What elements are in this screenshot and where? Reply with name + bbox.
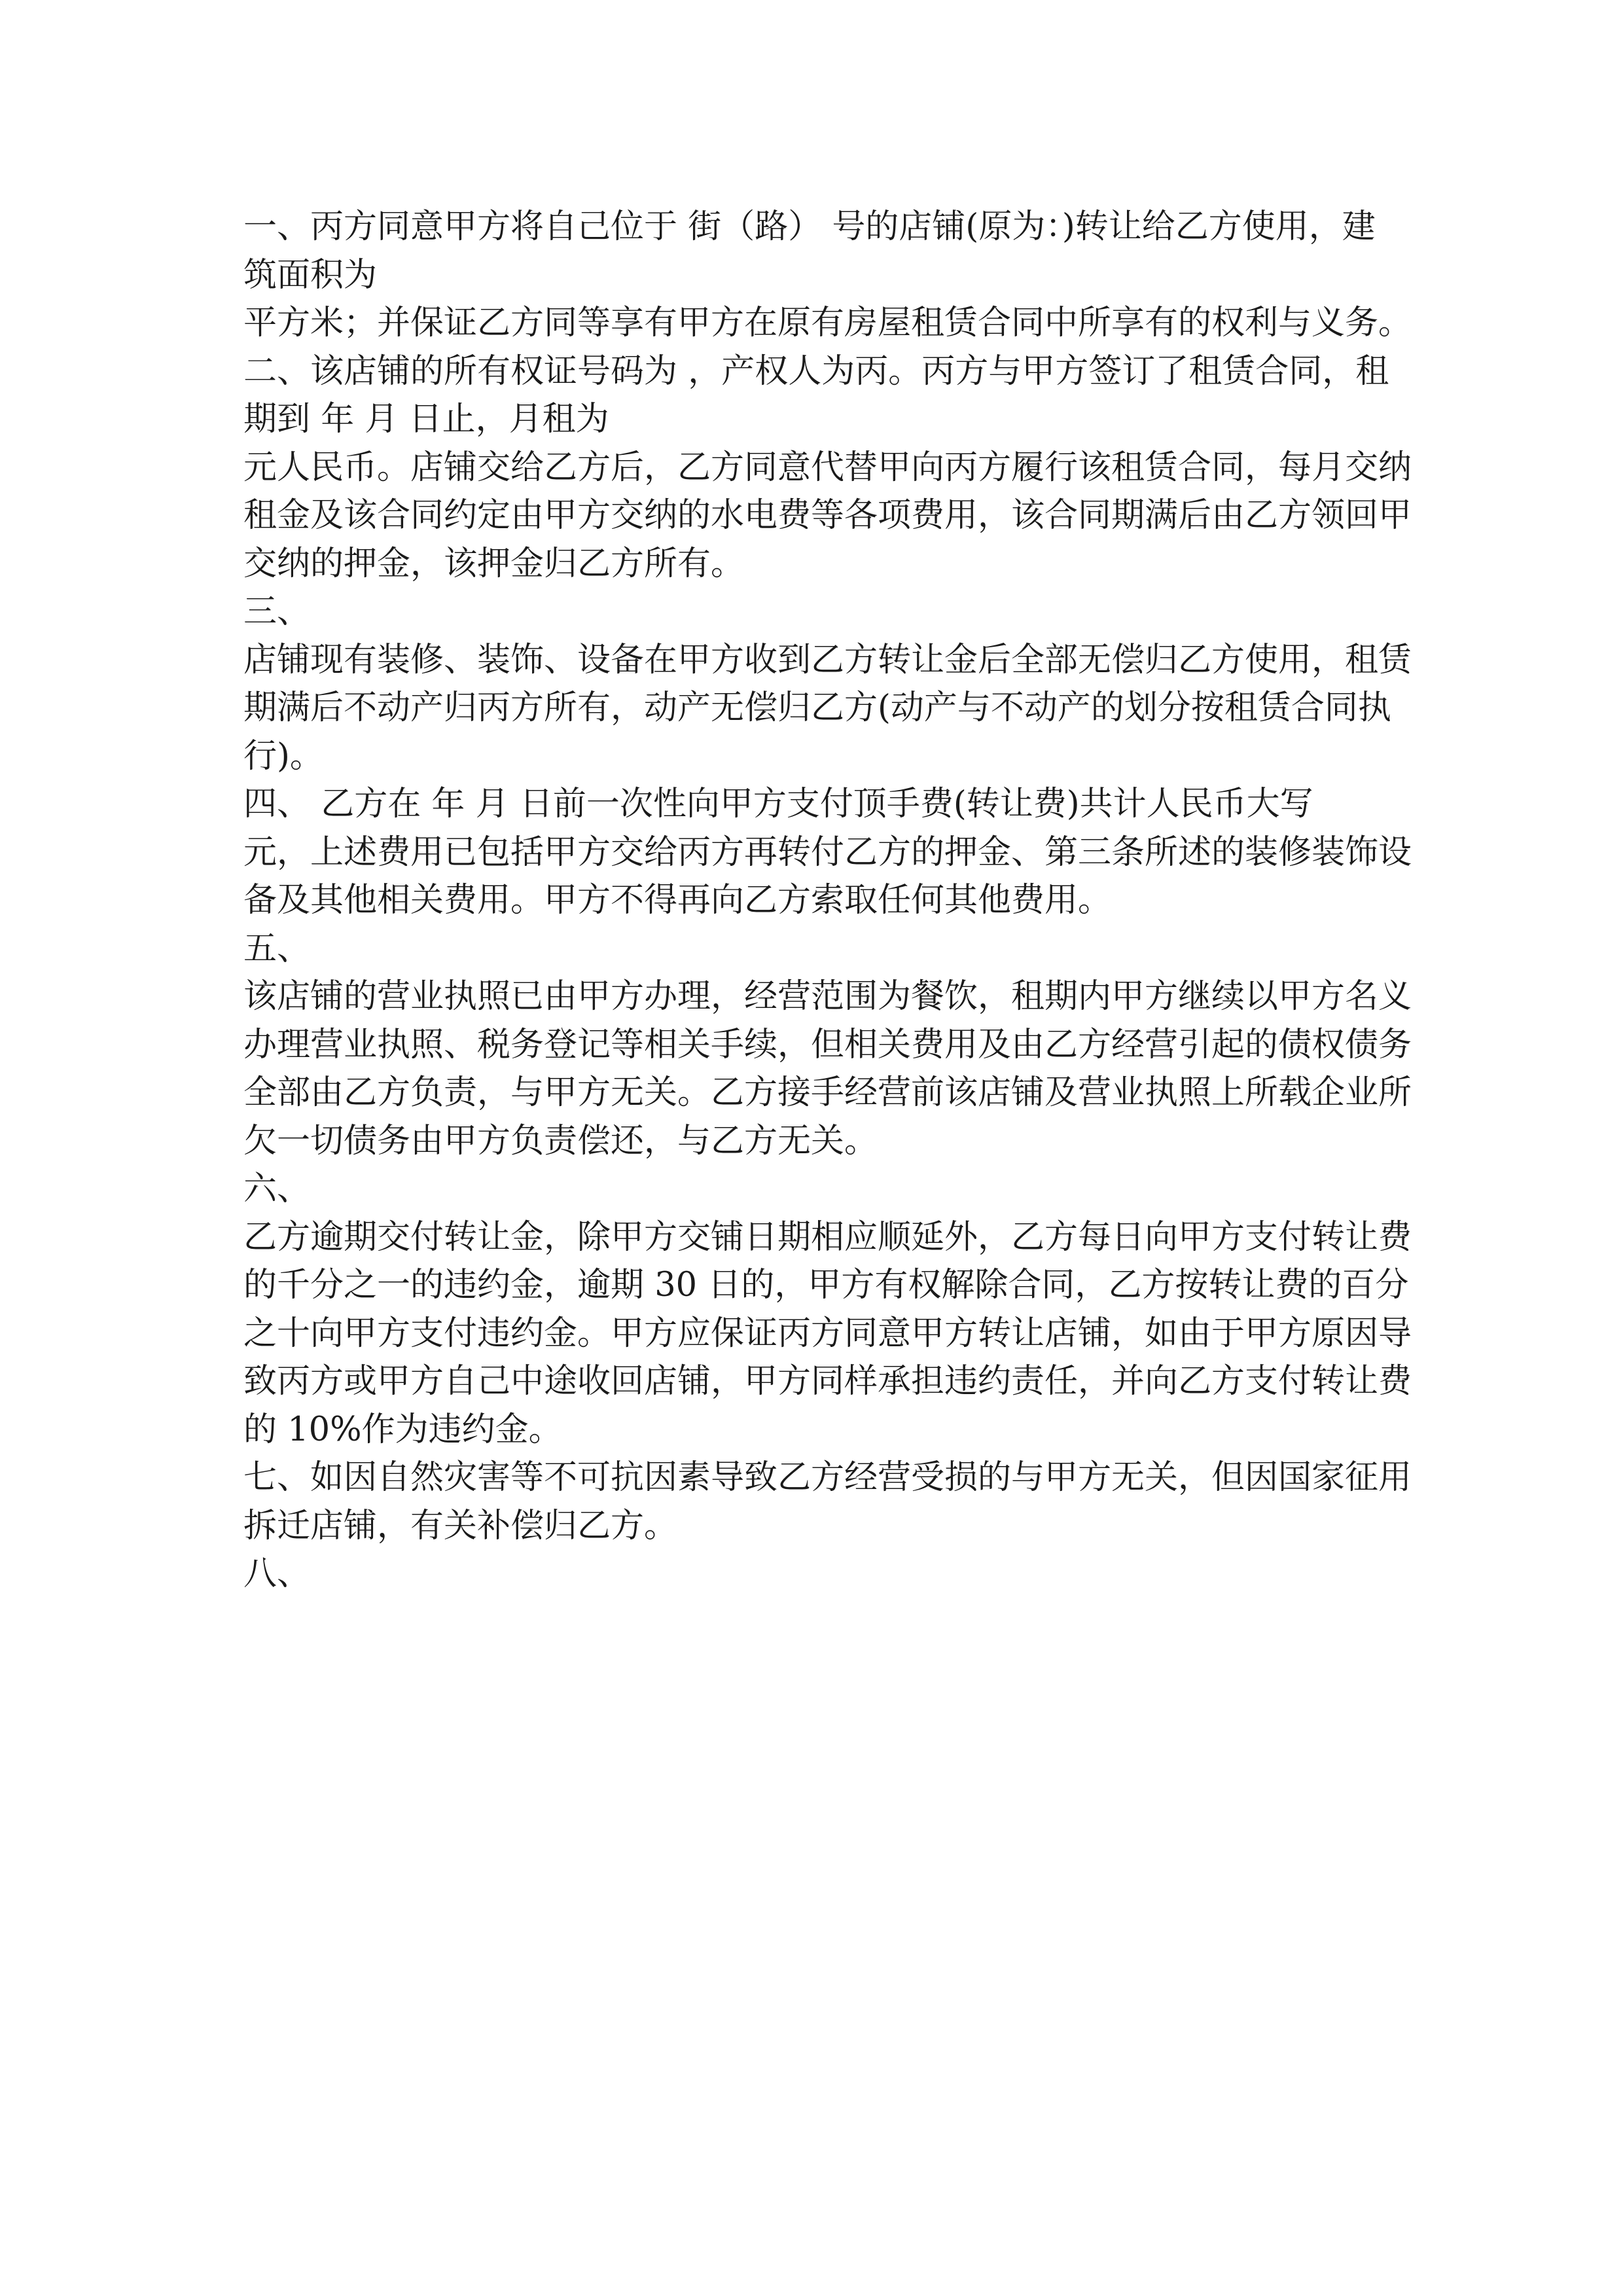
text-line: 平方米；并保证乙方同等享有甲方在原有房屋租赁合同中所享有的权利与义务。 xyxy=(243,304,1412,342)
text-line: 七、如因自然灾害等不可抗因素导致乙方经营受损的与甲方无关，但因国家征用 xyxy=(243,1458,1412,1497)
text-line: 欠一切债务由甲方负责偿还，与乙方无关。 xyxy=(243,1121,878,1160)
text-line: 交纳的押金，该押金归乙方所有。 xyxy=(243,544,745,583)
text-line: 四、 乙方在 年 月 日前一次性向甲方支付顶手费(转让费)共计人民币大写 xyxy=(243,785,1313,823)
text-line: 拆迁店铺，有关补偿归乙方。 xyxy=(243,1506,678,1545)
text-line: 三、 xyxy=(243,592,311,631)
text-line: 致丙方或甲方自己中途收回店铺，甲方同样承担违约责任，并向乙方支付转让费 xyxy=(243,1362,1412,1401)
text-line: 期满后不动产归丙方所有，动产无偿归乙方(动产与不动产的划分按租赁合同执 xyxy=(243,689,1391,727)
text-line: 乙方逾期交付转让金，除甲方交铺日期相应顺延外，乙方每日向甲方支付转让费 xyxy=(243,1217,1412,1257)
text-line: 六、 xyxy=(243,1170,311,1208)
text-line: 备及其他相关费用。甲方不得再向乙方索取任何其他费用。 xyxy=(243,881,1112,920)
text-line: 的千分之一的违约金，逾期 30 日的，甲方有权解除合同，乙方按转让费的百分 xyxy=(243,1266,1409,1304)
text-line: 的 10%作为违约金。 xyxy=(243,1410,562,1449)
contract-body-text xyxy=(243,203,1412,1598)
text-line: 期到 年 月 日止，月租为 xyxy=(243,400,609,439)
text-line: 行)。 xyxy=(243,736,323,776)
text-line: 元，上述费用已包括甲方交给丙方再转付乙方的押金、第三条所述的装修装饰设 xyxy=(243,833,1412,872)
text-line: 之十向甲方支付违约金。甲方应保证丙方同意甲方转让店铺，如由于甲方原因导 xyxy=(243,1314,1412,1353)
text-line: 二、该店铺的所有权证号码为 ，产权人为丙。丙方与甲方签订了租赁合同，租 xyxy=(243,351,1389,391)
text-line: 该店铺的营业执照已由甲方办理，经营范围为餐饮，租期内甲方继续以甲方名义 xyxy=(243,977,1412,1016)
text-line: 五、 xyxy=(243,929,311,968)
text-line: 全部由乙方负责，与甲方无关。乙方接手经营前该店铺及营业执照上所载企业所 xyxy=(243,1073,1412,1112)
text-line: 办理营业执照、税务登记等相关手续，但相关费用及由乙方经营引起的债权债务 xyxy=(243,1025,1412,1064)
text-line: 八、 xyxy=(243,1554,311,1593)
text-line: 元人民币。店铺交给乙方后，乙方同意代替甲向丙方履行该租赁合同，每月交纳 xyxy=(243,448,1412,487)
text-line: 筑面积为 xyxy=(243,255,378,295)
text-line: 一、丙方同意甲方将自己位于 街（路） 号的店铺(原为：)转让给乙方使用，建 xyxy=(243,207,1376,246)
text-line: 租金及该合同约定由甲方交纳的水电费等各项费用，该合同期满后由乙方领回甲 xyxy=(243,496,1412,535)
text-line: 店铺现有装修、装饰、设备在甲方收到乙方转让金后全部无偿归乙方使用，租赁 xyxy=(243,640,1412,679)
